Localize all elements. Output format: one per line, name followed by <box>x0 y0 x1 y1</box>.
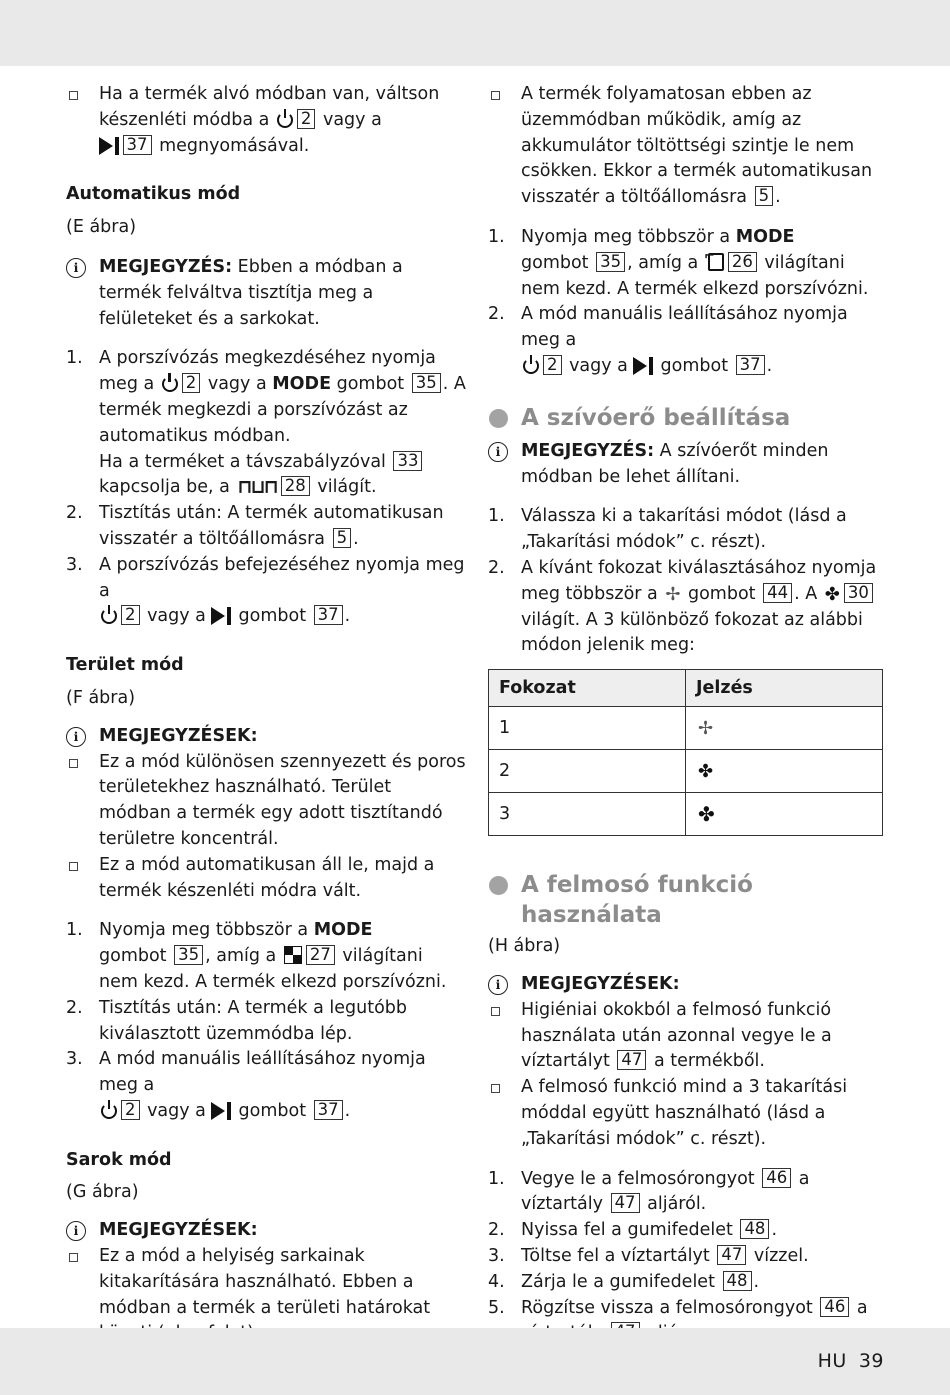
ref-box: 2 <box>182 373 201 393</box>
text: vagy a <box>141 1100 212 1121</box>
step-number: 1. <box>488 226 505 247</box>
text: . <box>771 1220 778 1241</box>
text: A termék folyamatosan ebben az üzemmódban működik, amíg az akkumulátor töltöttségi szintje le nem csökken. Ekkor a termék automatikusan visszatér a töltőállomásra <box>521 84 873 208</box>
play-pause-icon <box>633 357 653 383</box>
right-column <box>488 82 888 1347</box>
text: a <box>856 1297 868 1318</box>
mop-figure: (H ábra) <box>488 936 561 957</box>
text: . <box>766 355 773 376</box>
ref-box: 46 <box>762 1168 791 1188</box>
ref-box: 37 <box>736 355 765 375</box>
info-icon: i <box>66 1221 86 1241</box>
ref-box: 2 <box>121 605 140 625</box>
text: világít. <box>311 477 377 498</box>
text: A kívánt fokozat kiválasztásához nyomja meg többször a <box>521 557 877 604</box>
text: a termékből. <box>648 1051 765 1072</box>
play-pause-icon <box>211 607 231 633</box>
text: Zárja le a gumifedelet <box>521 1271 721 1292</box>
step-number: 2. <box>488 557 505 578</box>
note-text: A szívóerőt minden módban be lehet állítani. <box>521 440 829 487</box>
text: gombot <box>521 252 595 273</box>
step-number: 1. <box>488 506 505 527</box>
ref-box: 46 <box>820 1297 849 1317</box>
text: Ha a termék alvó módban van, váltson készenléti módba a <box>99 84 440 130</box>
text: A porszívózás befejezéséhez nyomja meg a <box>99 554 465 601</box>
table-cell: 3 <box>489 793 686 836</box>
step-number: 1. <box>66 920 83 941</box>
text: gombot <box>654 355 734 376</box>
section-bullet-icon <box>489 409 508 428</box>
ref-box: 47 <box>717 1245 746 1265</box>
list-item <box>488 1167 888 1219</box>
ref-box: 26 <box>728 252 757 272</box>
ref-box: 2 <box>121 1100 140 1120</box>
text: A mód manuális leállításához nyomja meg a <box>99 1049 426 1096</box>
suction-level-table <box>488 669 883 836</box>
info-icon: i <box>66 258 86 278</box>
table-header: Jelzés <box>686 670 883 707</box>
text: aljáról. <box>641 1194 707 1215</box>
ref-box: 2 <box>297 109 316 129</box>
title-text: A szívóerő beállítása <box>521 404 791 431</box>
text: vagy a <box>141 606 212 627</box>
text: Ha a terméket a távszabályzóval <box>99 451 392 472</box>
step-number: 5. <box>488 1297 505 1318</box>
suction-steps <box>488 504 888 659</box>
list-item <box>66 346 466 501</box>
text: . A <box>794 583 823 604</box>
ref-box: 37 <box>314 605 343 625</box>
auto-mode-steps <box>66 346 466 633</box>
header-band <box>0 0 950 66</box>
mop-steps <box>488 1167 888 1348</box>
power-icon <box>277 112 293 128</box>
power-icon <box>101 608 117 624</box>
text: vízzel. <box>748 1245 809 1266</box>
ref-box: 35 <box>412 373 441 393</box>
list-item <box>488 504 888 556</box>
table-cell <box>686 750 883 793</box>
text: . A termék megkezdi a porszívózást az automatikus módban. <box>99 374 466 446</box>
mode-label: MODE <box>735 226 795 247</box>
ref-box: 37 <box>123 135 152 155</box>
fan-level-2-icon: ✤ <box>698 760 714 782</box>
text: megnyomásával. <box>153 135 310 156</box>
text: Nyomja meg többször a <box>99 920 314 941</box>
ref-box: 35 <box>174 945 203 965</box>
step-number: 4. <box>488 1271 505 1292</box>
fan-level-1-icon: ✢ <box>698 717 714 739</box>
list-item: A felmosó funkció mind a 3 takarítási móddal együtt használható (lásd a „Takarítási módok” c. részt). <box>488 1075 888 1152</box>
text: . <box>344 1100 351 1121</box>
ref-box: 37 <box>314 1100 343 1120</box>
list-item <box>488 1218 888 1244</box>
step-number: 3. <box>488 1245 505 1266</box>
zigzag-icon: ⊓⊔⊓ <box>237 476 277 499</box>
ref-box: 30 <box>844 583 873 603</box>
language-code: HU <box>817 1350 847 1372</box>
table-cell: 1 <box>489 707 686 750</box>
ref-box: 48 <box>740 1219 769 1239</box>
list-item <box>66 918 466 995</box>
ref-box: 48 <box>723 1271 752 1291</box>
ref-box: 47 <box>611 1193 640 1213</box>
text: gombot <box>682 583 762 604</box>
text: vagy a <box>317 109 382 130</box>
power-icon <box>101 1103 117 1119</box>
table-cell <box>686 707 883 750</box>
text: A mód manuális leállításához nyomja meg a <box>521 304 848 351</box>
step-number: 2. <box>488 1220 505 1241</box>
step-number: 1. <box>488 1168 505 1189</box>
play-pause-icon <box>99 137 119 163</box>
play-pause-icon <box>211 1102 231 1128</box>
edge-mode-steps <box>488 225 888 383</box>
step-number: 3. <box>66 554 83 575</box>
list-item <box>66 1047 466 1127</box>
notes-label: MEGJEGYZÉSEK: <box>521 973 680 994</box>
section-bullet-icon <box>489 876 508 895</box>
list-item <box>66 501 466 553</box>
ref-box: 2 <box>543 355 562 375</box>
text: vagy a <box>202 374 273 395</box>
text: , amíg a <box>627 252 704 273</box>
text: . <box>353 528 359 549</box>
ref-box: 44 <box>763 583 792 603</box>
text: gombot <box>232 1100 312 1121</box>
ref-box: 28 <box>281 476 310 496</box>
list-item: Ez a mód különösen szennyezett és poros területekhez használható. Terület módban a termék egy adott tisztítandó területre koncentrál. <box>66 750 466 853</box>
text: . <box>344 606 351 627</box>
mop-section-title <box>488 870 888 930</box>
ref-box: 33 <box>393 451 422 471</box>
list-item <box>488 302 888 382</box>
table-header: Fokozat <box>489 670 686 707</box>
notes-label: MEGJEGYZÉSEK: <box>99 725 258 746</box>
mop-notes <box>488 972 888 998</box>
text: Töltse fel a víztartályt <box>521 1245 716 1266</box>
step-number: 2. <box>488 304 505 325</box>
text: Válassza ki a takarítási módot (lásd a „Takarítási módok” c. részt). <box>521 506 847 553</box>
list-item <box>66 553 466 633</box>
table-header-row <box>489 670 883 707</box>
text: Nyomja meg többször a <box>521 226 736 247</box>
text: világít. A 3 különböző fokozat az alábbi módon jelenik meg: <box>521 609 863 656</box>
text: , amíg a <box>205 946 282 967</box>
text: . <box>775 187 781 208</box>
power-icon <box>162 376 178 392</box>
fan-icon: ✤ <box>824 583 840 605</box>
text: A porszívózás megkezdéséhez nyomja meg a <box>99 348 436 395</box>
edge-mode-icon: ⌐ <box>708 253 724 271</box>
info-icon: i <box>66 727 86 747</box>
list-item: Ez a mód a helyiség sarkainak kitakarítására használható. Ebben a módban a termék a területi határokat <box>66 1244 466 1347</box>
text: Higiéniai okokból a felmosó funkció használata után azonnal vegye le a víztartályt <box>521 999 832 1072</box>
ref-box: 47 <box>617 1050 646 1070</box>
text: gombot <box>331 374 410 395</box>
suction-note <box>488 439 888 491</box>
ref-box: 5 <box>755 186 774 206</box>
corner-mode-figure: (G ábra) <box>66 1182 139 1203</box>
fan-level-3-icon: ✤ <box>698 802 715 827</box>
text: kapcsolja be, a <box>99 477 236 498</box>
step-number: 2. <box>66 503 83 524</box>
area-mode-icon <box>284 946 302 964</box>
text: . <box>753 1271 760 1292</box>
ref-box: 27 <box>306 945 335 965</box>
fan-icon: ✢ <box>665 583 681 605</box>
area-mode-heading: Terület mód <box>66 655 184 676</box>
info-icon: i <box>488 975 508 995</box>
list-item <box>488 1270 888 1296</box>
list-item <box>488 1244 888 1270</box>
page-footer <box>806 1350 884 1372</box>
list-item <box>488 998 888 1075</box>
auto-mode-note <box>66 255 466 332</box>
step-number: 1. <box>66 348 83 369</box>
text: Tisztítás után: A termék automatikusan visszatér a töltőállomásra <box>99 503 444 549</box>
corner-mode-heading: Sarok mód <box>66 1149 172 1170</box>
continuous-mode-bullet <box>488 82 888 211</box>
table-row <box>489 750 883 793</box>
ref-box: 5 <box>333 528 352 548</box>
sleep-mode-bullet <box>66 82 466 162</box>
auto-mode-figure: (E ábra) <box>66 217 137 238</box>
power-icon <box>523 358 539 374</box>
text: Tisztítás után: A termék a legutóbb kiválasztott üzemmódba lép. <box>99 997 407 1044</box>
step-number: 3. <box>66 1049 83 1070</box>
table-cell <box>686 793 883 836</box>
note-label: MEGJEGYZÉS: <box>521 440 655 461</box>
area-mode-steps <box>66 918 466 1127</box>
area-mode-notes <box>66 724 466 750</box>
text: Nyissa fel a gumifedelet <box>521 1220 739 1241</box>
step-number: 2. <box>66 997 83 1018</box>
text: világítani nem kezd. A termék elkezd porszívózni. <box>99 946 447 992</box>
list-item <box>488 225 888 302</box>
list-item <box>488 556 888 659</box>
table-row <box>489 793 883 836</box>
list-item <box>66 996 466 1048</box>
text: gombot <box>99 946 173 967</box>
note-text: Ebben a módban a termék felváltva tisztítja meg a felületeket és a sarkokat. <box>99 256 403 329</box>
info-icon: i <box>488 442 508 462</box>
text: világítani nem kezd. A termék elkezd porszívózni. <box>521 252 869 299</box>
text: Vegye le a felmosórongyot <box>521 1168 761 1189</box>
suction-section-title <box>488 403 888 433</box>
corner-mode-notes <box>66 1218 466 1244</box>
area-mode-figure: (F ábra) <box>66 687 136 708</box>
note-label: MEGJEGYZÉS: <box>99 256 233 277</box>
table-row <box>489 707 883 750</box>
table-cell: 2 <box>489 750 686 793</box>
page-number: 39 <box>858 1350 884 1372</box>
text: a víztartály <box>521 1168 810 1215</box>
text: vagy a <box>563 355 634 376</box>
mode-label: MODE <box>272 374 332 395</box>
left-column <box>66 82 466 1347</box>
notes-label: MEGJEGYZÉSEK: <box>99 1220 258 1241</box>
list-item: Ez a mód automatikusan áll le, majd a termék készenléti módra vált. <box>66 853 466 905</box>
text: Rögzítse vissza a felmosórongyot <box>521 1297 819 1318</box>
title-text: A felmosó funkció használata <box>521 872 753 929</box>
ref-box: 35 <box>596 252 625 272</box>
text: gombot <box>232 606 312 627</box>
auto-mode-heading: Automatikus mód <box>66 184 241 205</box>
mode-label: MODE <box>313 920 373 941</box>
